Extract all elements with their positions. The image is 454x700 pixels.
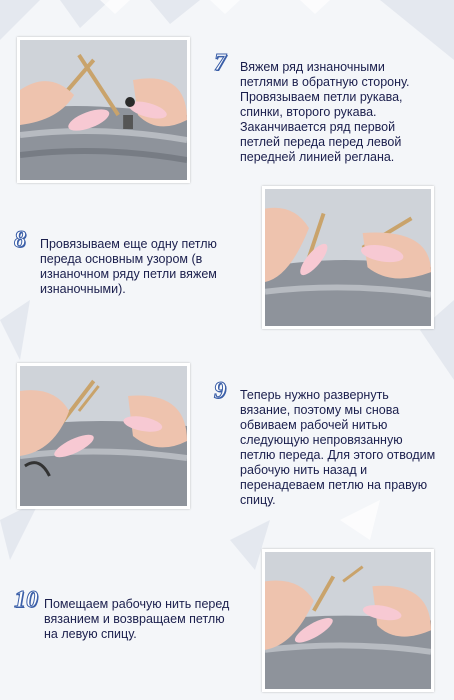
photo-step-8 [262,186,434,329]
step-7 [214,50,444,164]
step-text-7: Вяжем ряд изнаночными петлями в обратную сторону. Провязываем петли рукава, спинки, второго рукава. Заканчивается ряд первой петлей переда перед левой передней линией реглана. [240,60,410,164]
step-text-9: Теперь нужно развернуть вязание, поэтому мы снова обвиваем рабочей нитью следующую непровязанную петлю переда. Для этого отводим рабочую нить назад и перенадеваем петлю на правую спицу. [240,388,436,507]
photo-step-10 [262,549,434,692]
knitting-photo-illustration [265,552,431,689]
step-text-8: Провязываем еще одну петлю переда основным узором (в изнаночном ряду петли вяжем изнаночными). [40,237,217,296]
step-text-10: Помещаем рабочую нить перед вязанием и возвращаем петлю на левую спицу. [44,597,230,641]
knitting-photo-illustration [265,189,431,326]
step-9 [214,378,444,507]
step-number-9: 9 [214,378,226,404]
step-number-7: 7 [214,50,226,76]
step-8 [14,227,244,307]
knitting-photo-illustration [20,40,187,180]
step-number-8: 8 [14,227,26,253]
step-number-10: 10 [14,587,38,613]
step-10 [14,587,250,657]
photo-step-7 [17,37,190,183]
knitting-photo-illustration [20,366,187,506]
photo-step-9 [17,363,190,509]
